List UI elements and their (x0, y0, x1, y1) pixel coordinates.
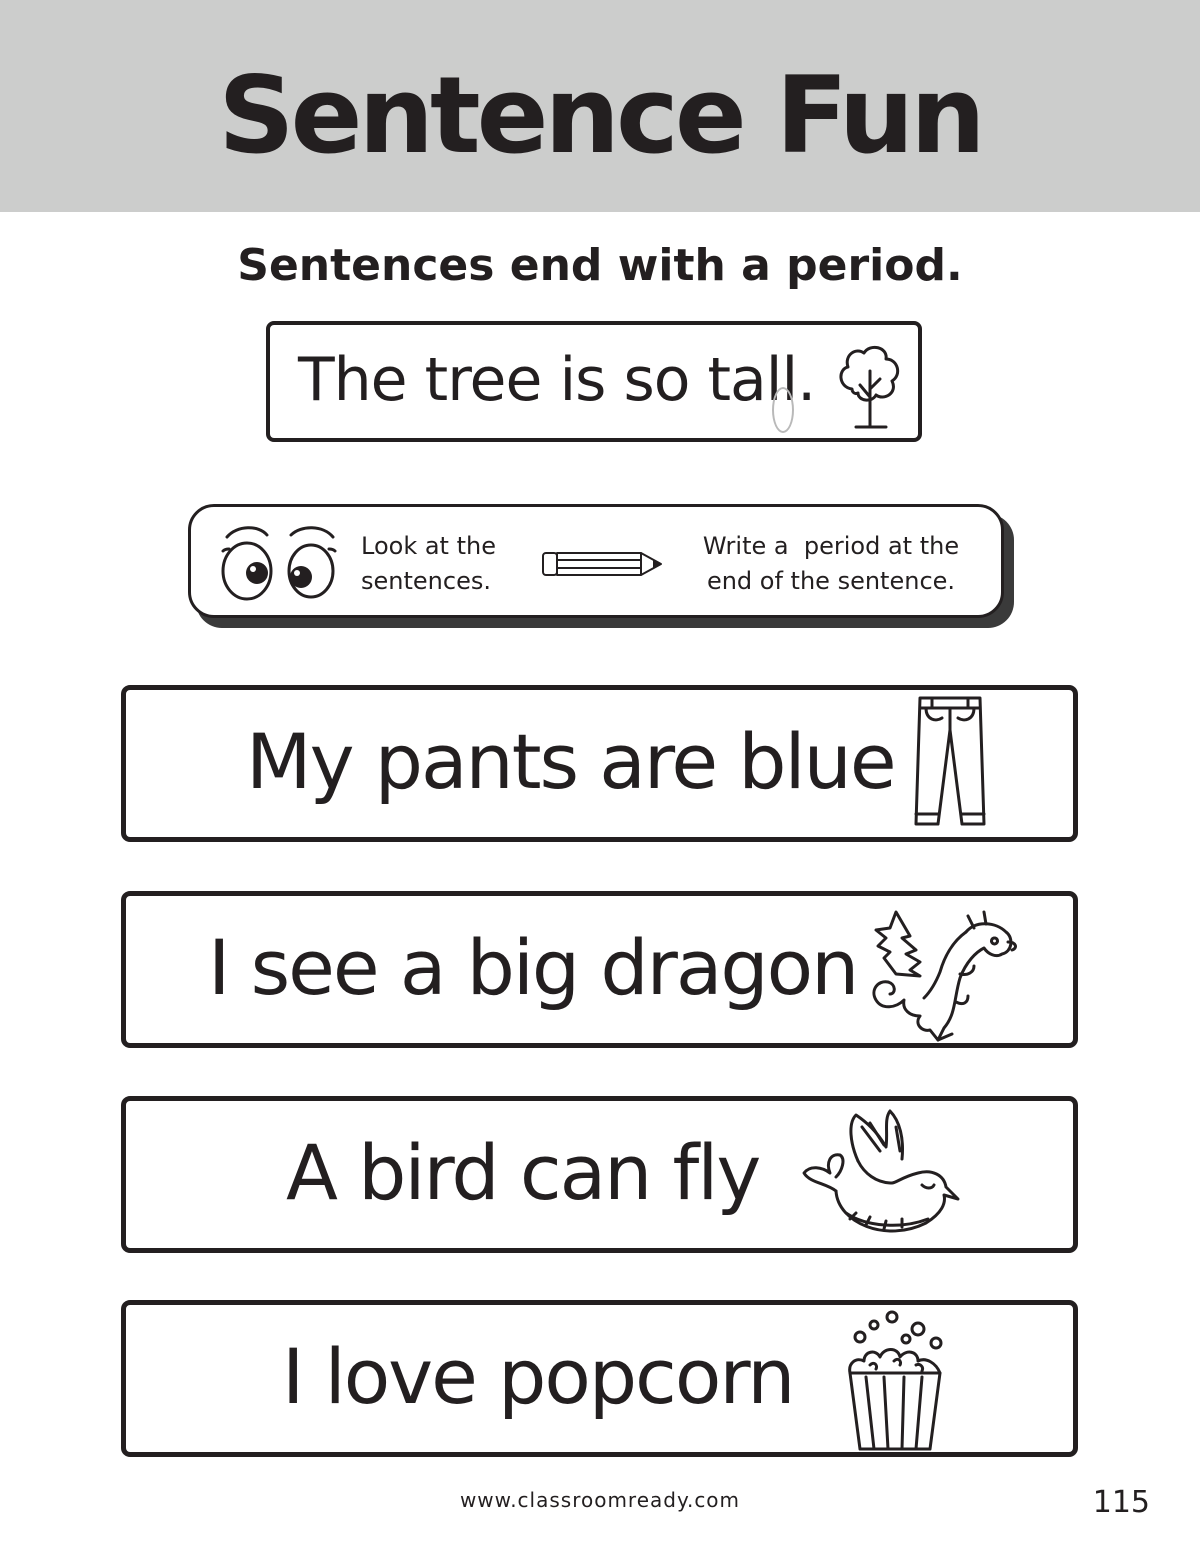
period-trace-oval[interactable] (772, 387, 794, 433)
example-sentence: The tree is so tall. (298, 345, 816, 415)
task-sentence-3: A bird can fly (286, 1128, 760, 1217)
tree-icon (832, 339, 912, 431)
rule-heading: Sentences end with a period. (237, 240, 963, 291)
instruction-write-line1: Write a period at the (702, 532, 960, 560)
task-box-3[interactable] (121, 1096, 1078, 1253)
task-box-1[interactable] (121, 685, 1078, 842)
task-sentence-2: I see a big dragon (208, 923, 858, 1012)
dragon-icon (856, 902, 1026, 1042)
task-box-2[interactable] (121, 891, 1078, 1048)
page-number: 115 (1092, 1485, 1150, 1520)
popcorn-icon (840, 1307, 950, 1455)
instruction-write (671, 529, 991, 599)
footer-website: www.classroomready.com (459, 1488, 741, 1512)
instruction-look-line1: Look at the (361, 532, 496, 560)
example-sentence-box (266, 321, 922, 442)
bird-icon (796, 1103, 966, 1249)
instruction-write-line2: end of the sentence. (706, 567, 956, 595)
page-title: Sentence Fun (218, 54, 982, 177)
task-sentence-4: I love popcorn (282, 1332, 794, 1421)
instruction-look (361, 529, 561, 599)
eyes-icon (217, 519, 341, 611)
pencil-icon (541, 549, 665, 579)
instructions-box (188, 504, 1004, 618)
task-sentence-1: My pants are blue (246, 717, 895, 806)
instruction-look-line2: sentences. (361, 567, 491, 595)
pants-icon (912, 694, 988, 836)
task-box-4[interactable] (121, 1300, 1078, 1457)
